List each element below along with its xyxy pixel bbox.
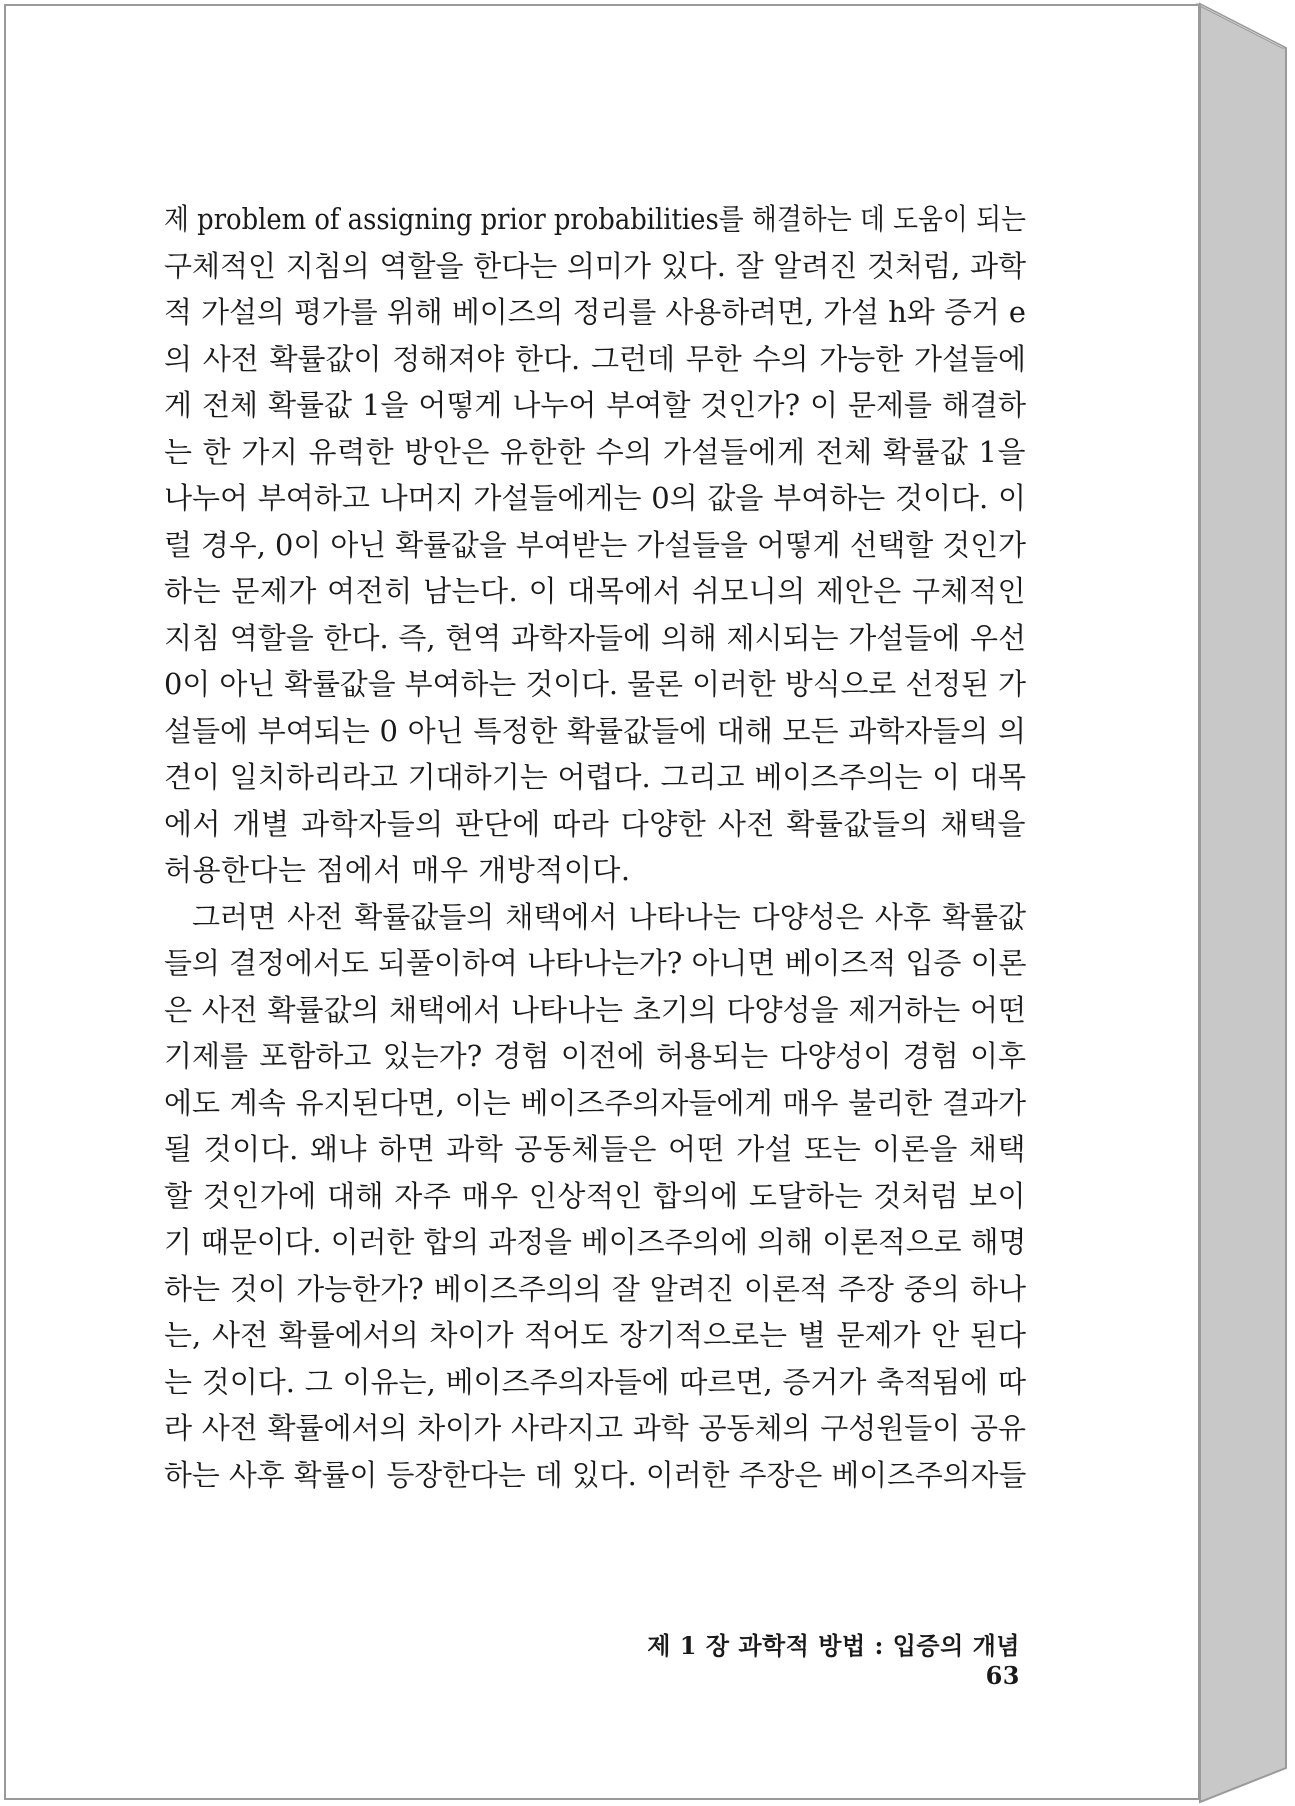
text-line: 기제를 포함하고 있는가? 경험 이전에 허용되는 다양성이 경험 이후 (164, 1039, 1026, 1073)
text-line: 라 사전 확률에서의 차이가 사라지고 과학 공동체의 구성원들이 공유 (164, 1411, 1026, 1445)
text-line: 0이 아닌 확률값을 부여하는 것이다. 물론 이러한 방식으로 선정된 가 (164, 667, 1026, 701)
text-line: 하는 것이 가능한가? 베이즈주의의 잘 알려진 이론적 주장 중의 하나 (164, 1271, 1026, 1306)
text-line: 게 전체 확률값 1을 어떻게 나누어 부여할 것인가? 이 문제를 해결하 (164, 388, 1026, 422)
text-line: 구체적인 지침의 역할을 한다는 의미가 있다. 잘 알려진 것처럼, 과학 (164, 248, 1026, 283)
text-line: 에서 개별 과학자들의 판단에 따라 다양한 사전 확률값들의 채택을 (164, 806, 1026, 841)
text-line: 의 사전 확률값이 정해져야 한다. 그런데 무한 수의 가능한 가설들에 (164, 341, 1026, 376)
text-line: 들의 결정에서도 되풀이하여 나타나는가? 아니면 베이즈적 입증 이론 (164, 946, 1027, 980)
text-line: 견이 일치하리라고 기대하기는 어렵다. 그리고 베이즈주의는 이 대목 (164, 760, 1026, 794)
text-line: 지침 역할을 한다. 즉, 현역 과학자들에 의해 제시되는 가설들에 우선 (164, 620, 1026, 655)
text-line: 그러면 사전 확률값들의 채택에서 나타나는 다양성은 사후 확률값 (192, 899, 1026, 934)
chapter-title: 제 1 장 과학적 방법 : 입증의 개념 (647, 1631, 1020, 1660)
text-line: 는 한 가지 유력한 방안은 유한한 수의 가설들에게 전체 확률값 1을 (164, 434, 1026, 469)
text-line: 에도 계속 유지된다면, 이는 베이즈주의자들에게 매우 불리한 결과가 (164, 1085, 1026, 1120)
text-line: 는 것이다. 그 이유는, 베이즈주의자들에 따르면, 증거가 축적됨에 따 (164, 1364, 1026, 1399)
text-line: 될 것이다. 왜냐 하면 과학 공동체들은 어떤 가설 또는 이론을 채택 (164, 1132, 1026, 1166)
body-text (164, 196, 1026, 1498)
text-line: 제 problem of assigning prior probabilities를 해결하는 데 도움이 되는 (164, 202, 1027, 236)
text-line: 적 가설의 평가를 위해 베이즈의 정리를 사용하려면, 가설 h와 증거 e (164, 295, 1027, 329)
text-line: 하는 사후 확률이 등장한다는 데 있다. 이러한 주장은 베이즈주의자들 (164, 1457, 1027, 1492)
text-line: 기 때문이다. 이러한 합의 과정을 베이즈주의에 의해 이론적으로 해명 (164, 1225, 1027, 1259)
text-line: 는, 사전 확률에서의 차이가 적어도 장기적으로는 별 문제가 안 된다 (164, 1318, 1026, 1352)
text-line: 은 사전 확률값의 채택에서 나타나는 초기의 다양성을 제거하는 어떤 (164, 992, 1026, 1027)
page-number: 63 (985, 1661, 1020, 1690)
text-line: 하는 문제가 여전히 남는다. 이 대목에서 쉬모니의 제안은 구체적인 (164, 574, 1026, 608)
text-line: 허용한다는 점에서 매우 개방적이다. (164, 853, 631, 887)
text-line: 설들에 부여되는 0 아닌 특정한 확률값들에 대해 모든 과학자들의 의 (164, 713, 1026, 748)
text-line: 럴 경우, 0이 아닌 확률값을 부여받는 가설들을 어떻게 선택할 것인가 (164, 527, 1026, 562)
running-footer (620, 1626, 1020, 1690)
text-line: 할 것인가에 대해 자주 매우 인상적인 합의에 도달하는 것처럼 보이 (164, 1178, 1026, 1213)
text-line: 나누어 부여하고 나머지 가설들에게는 0의 값을 부여하는 것이다. 이 (164, 481, 1026, 515)
